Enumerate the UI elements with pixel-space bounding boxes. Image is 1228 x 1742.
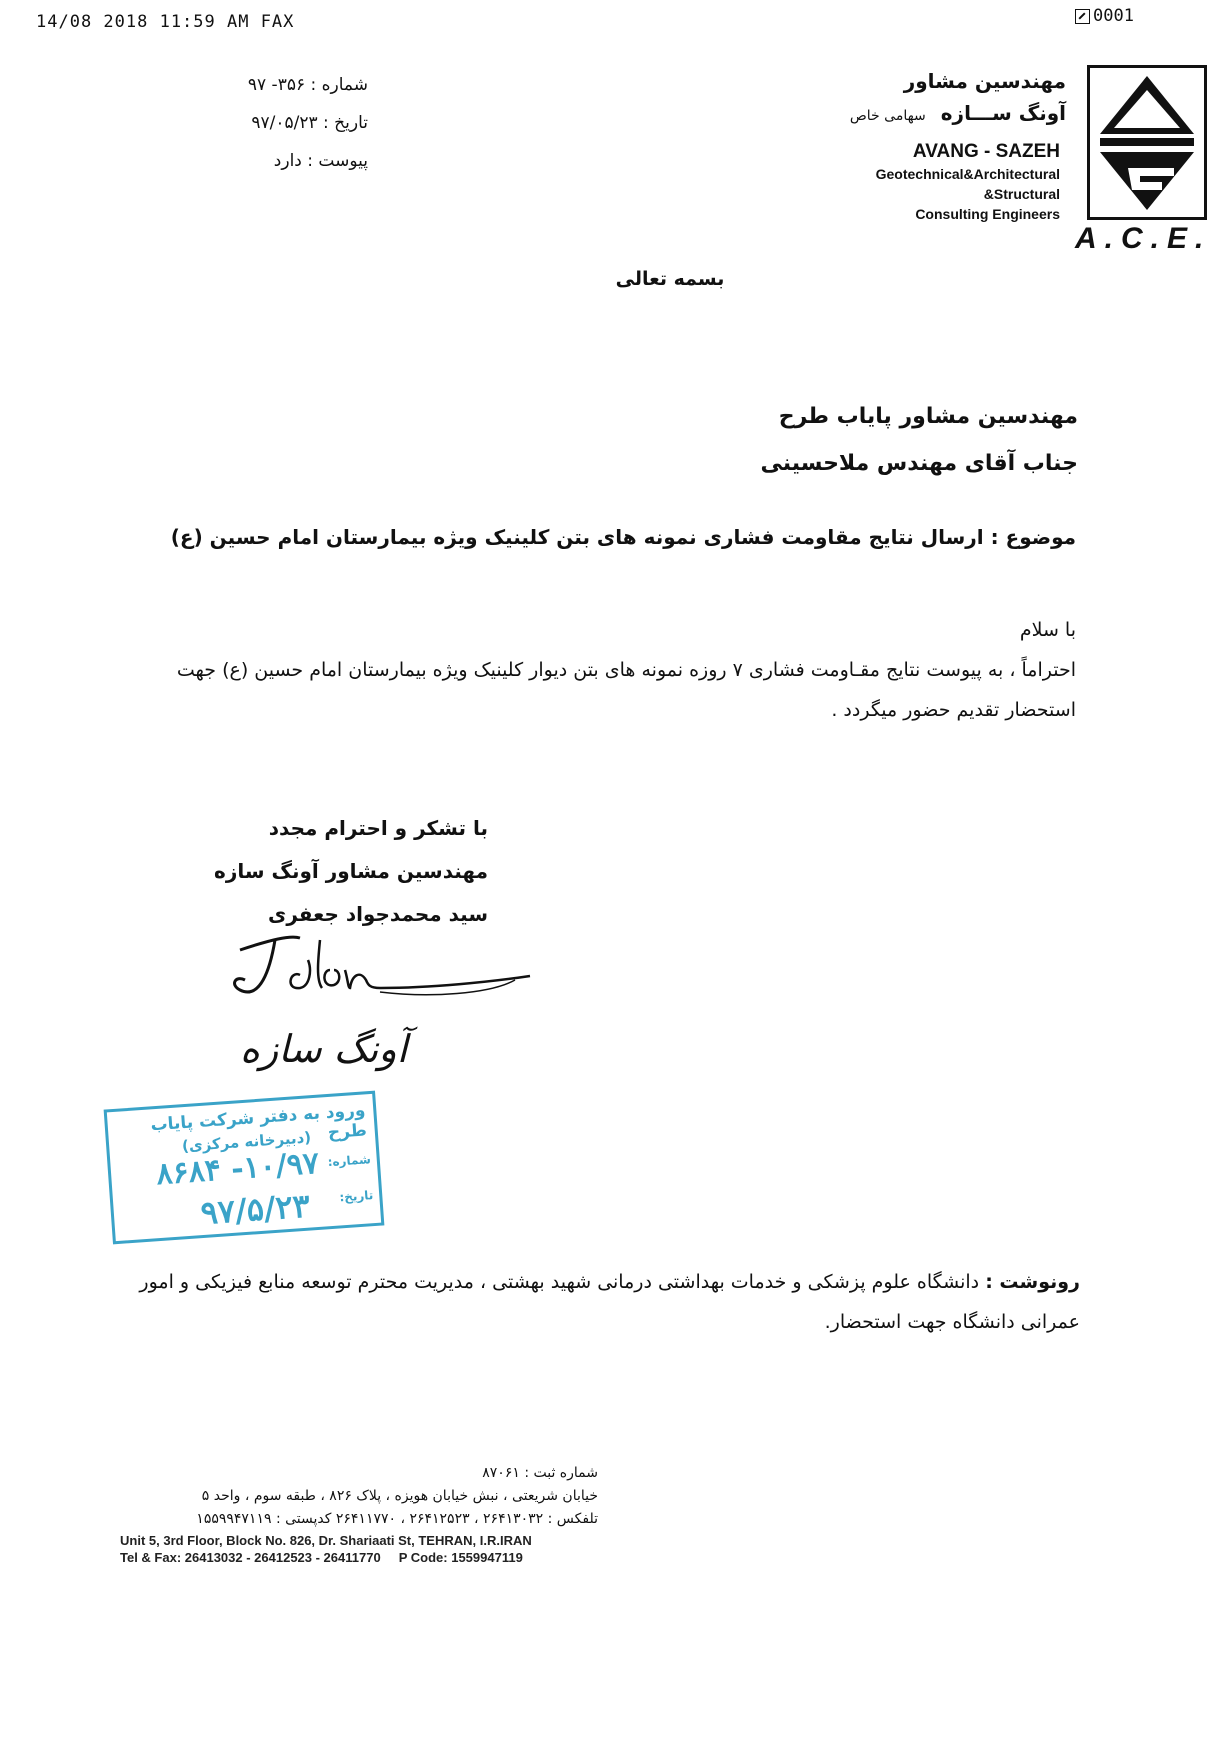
cc-text: دانشگاه علوم پزشکی و خدمات بهداشتی درمانی شهید بهشتی ، مدیریت محترم توسعه منابع فیزیکی و امور عمرانی دانشگاه جهت استحضار. [139, 1271, 1080, 1333]
footer-address-en: Unit 5, 3rd Floor, Block No. 826, Dr. Shariaati St, TEHRAN, I.R.IRAN [120, 1533, 532, 1548]
closing-signer: سید محمدجواد جعفری [267, 902, 488, 926]
checkbox-icon [1075, 9, 1090, 24]
recipient-company: مهندسین مشاور پایاب طرح [778, 404, 1078, 429]
firm-name-en-title: AVANG - SAZEH [912, 141, 1060, 162]
stamp-date-value: ۹۷/۵/۲۳ [199, 1186, 312, 1233]
closing-company: مهندسین مشاور آونگ سازه [214, 859, 488, 883]
company-logo [1087, 65, 1207, 220]
firm-desc-line2: &Structural [983, 186, 1060, 202]
signature-handwriting: آونگ سازه [240, 1027, 408, 1071]
letter-meta [128, 66, 368, 180]
stamp-number-value: ۱۰/۹۷- ۸۶۸۴ [155, 1145, 321, 1193]
invocation: بسمه تعالی [615, 268, 725, 290]
signature-icon [230, 930, 570, 1080]
firm-name-fa-line2: آونگ ســـازه [940, 101, 1066, 125]
page-number-value: 0001 [1093, 6, 1134, 26]
closing-block [128, 807, 488, 936]
footer-fa [118, 1462, 598, 1531]
cc-block [120, 1262, 1080, 1342]
footer-en [120, 1532, 620, 1566]
firm-name-fa [806, 65, 1066, 132]
firm-desc-line1: Geotechnical&Architectural [875, 166, 1060, 182]
stamp-date-label: تاریخ: [338, 1188, 374, 1205]
letter-date: تاریخ : ۹۷/۰۵/۲۳ [251, 113, 368, 133]
fax-header: 14/08 2018 11:59 AM FAX [36, 12, 295, 32]
firm-desc-line3: Consulting Engineers [915, 206, 1060, 222]
letter-attachment: پیوست : دارد [273, 151, 368, 171]
stamp-subtitle: (دبیرخانه مرکزی) [181, 1128, 312, 1156]
letter-subject: موضوع : ارسال نتایج مقاومت فشاری نمونه های بتن کلینیک ویژه بیمارستان امام حسین (ع) [170, 525, 1076, 549]
firm-name-fa-line1: مهندسین مشاور [903, 69, 1066, 93]
footer-address-fa: خیابان شریعتی ، نبش خیابان هویزه ، پلاک ۸۲۶ ، طبقه سوم ، واحد ۵ [201, 1488, 598, 1504]
letter-body [126, 610, 1076, 730]
fax-page-number [1075, 6, 1134, 26]
closing-regards: با تشکر و احترام مجدد [268, 816, 488, 840]
firm-name-en [820, 140, 1060, 224]
body-paragraph: احتراماً ، به پیوست نتایج مقـاومت فشاری ۷ روزه نمونه های بتن دیوار کلینیک ویژه بیمارستان امام حسین (ع) جهت استحضار تقدیم حضور میگردد . [176, 659, 1076, 721]
logo-icon [1090, 68, 1204, 217]
stamp-number-label: شماره: [327, 1152, 372, 1170]
stamp-title: ورود به دفتر شرکت پایاب طرح [149, 1100, 368, 1144]
recipient-block [378, 393, 1078, 487]
footer-registration: شماره ثبت : ۸۷۰۶۱ [482, 1465, 598, 1481]
letter-number: شماره : ۳۵۶- ۹۷ [247, 75, 368, 95]
handwritten-signature [230, 930, 570, 1084]
firm-name-fa-line2-wrap [806, 97, 1066, 132]
received-stamp [104, 1091, 385, 1245]
footer-phone-en: Tel & Fax: 26413032 - 26412523 - 26411770 P Code: 1559947119 [120, 1550, 523, 1565]
logo-acronym: A.C.E. [1075, 222, 1212, 255]
footer-phone-fa: تلفکس : ۲۶۴۱۳۰۳۲ ، ۲۶۴۱۲۵۲۳ ، ۲۶۴۱۱۷۷۰ کدپستی : ۱۵۵۹۹۴۷۱۱۹ [196, 1511, 598, 1527]
greeting: با سلام [1019, 619, 1076, 641]
firm-name-fa-suffix: سهامی خاص [849, 108, 926, 124]
recipient-person: جناب آقای مهندس ملاحسینی [760, 451, 1078, 476]
cc-label: رونوشت : [985, 1271, 1080, 1293]
